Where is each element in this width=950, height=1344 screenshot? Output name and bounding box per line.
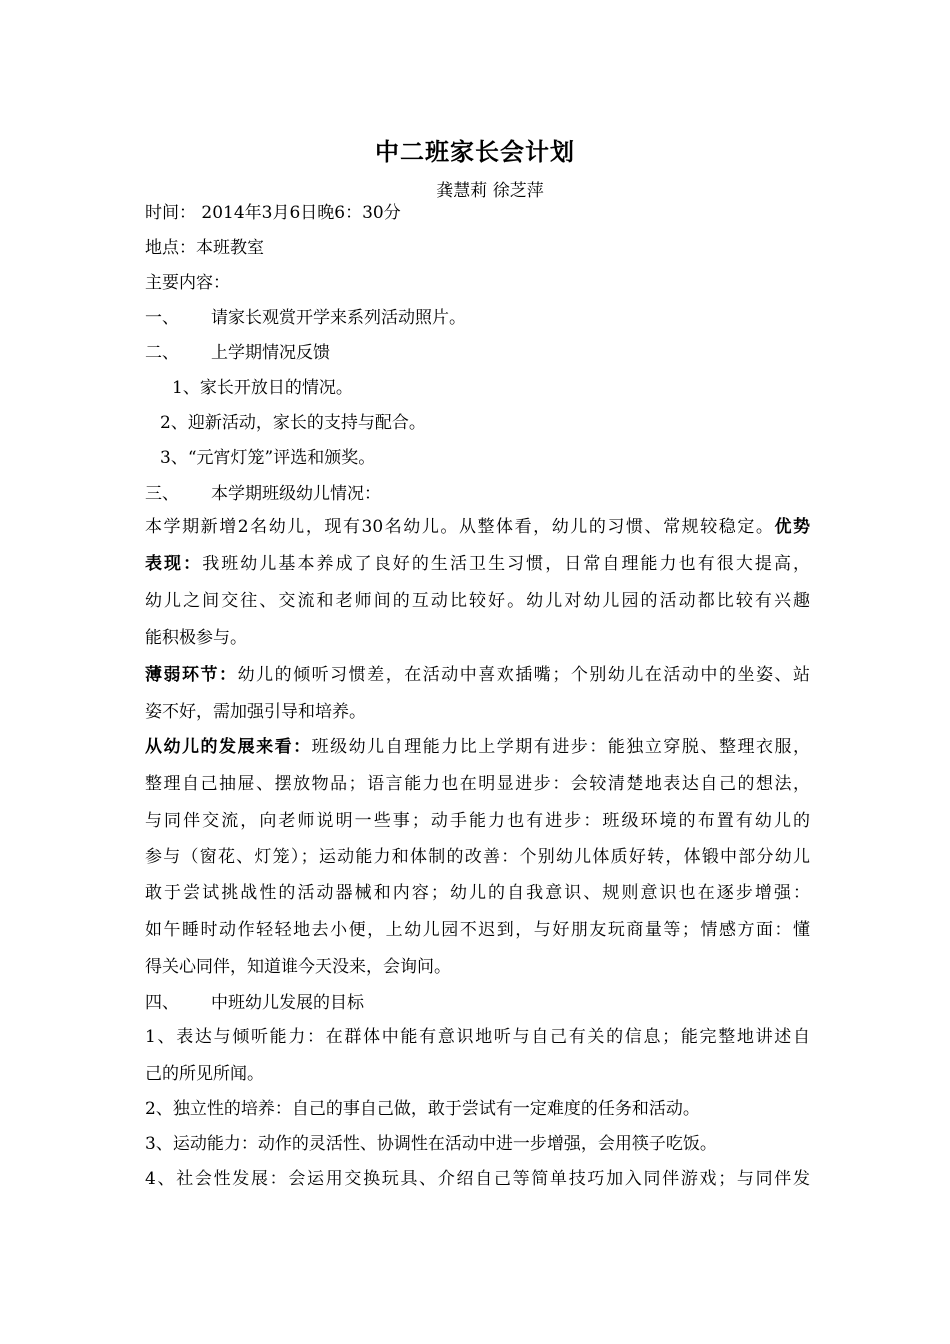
paragraph-line: 能积极参与。 (145, 628, 247, 648)
section-4 (145, 991, 810, 1015)
bold-label: 表现： (145, 554, 203, 574)
paragraph-line: 与同伴交流，向老师说明一些事；动手能力也有进步：班级环境的布置有幼儿的 (145, 811, 810, 831)
list-item: 1、家长开放日的情况。 (172, 378, 353, 398)
bold-label: 从幼儿的发展来看： (145, 737, 312, 757)
section-number: 四、 (145, 993, 179, 1013)
meeting-time: 时间： 2014年3月6日晚6：30分 (145, 203, 401, 223)
paragraph-line: 参与（窗花、灯笼）；运动能力和体制的改善：个别幼儿体质好转，体锻中部分幼儿 (145, 847, 810, 867)
section-text: 上学期情况反馈 (211, 343, 330, 363)
bold-label: 优势 (774, 517, 810, 537)
section-text: 中班幼儿发展的目标 (211, 993, 364, 1013)
section-number: 一、 (145, 308, 179, 328)
main-content-heading: 主要内容： (145, 273, 230, 293)
section-2 (145, 341, 810, 365)
section-text: 请家长观赏开学来系列活动照片。 (211, 308, 466, 328)
paragraph-line: 幼儿之间交往、交流和老师间的互动比较好。幼儿对幼儿园的活动都比较有兴趣 (145, 591, 810, 611)
goal-item: 4、社会性发展：会运用交换玩具、介绍自己等简单技巧加入同伴游戏；与同伴发 (145, 1169, 810, 1189)
section-number: 二、 (145, 343, 179, 363)
goal-item: 1、表达与倾听能力：在群体中能有意识地听与自己有关的信息；能完整地讲述自 (145, 1027, 810, 1047)
paragraph-line: 本学期新增2名幼儿，现有30名幼儿。从整体看，幼儿的习惯、常规较稳定。优势 (145, 517, 810, 537)
paragraph-line: 整理自己抽屉、摆放物品；语言能力也在明显进步：会较清楚地表达自己的想法， (145, 774, 810, 794)
paragraph-line: 得关心同伴，知道谁今天没来，会询问。 (145, 957, 451, 977)
paragraph-line: 姿不好，需加强引导和培养。 (145, 702, 366, 722)
list-item: 3、“元宵灯笼”评选和颁奖。 (160, 448, 376, 468)
goal-item-cont: 己的所见所闻。 (145, 1064, 264, 1084)
section-text: 本学期班级幼儿情况： (211, 484, 381, 504)
page-title: 中二班家长会计划 (375, 137, 575, 166)
paragraph-line: 从幼儿的发展来看：班级幼儿自理能力比上学期有进步：能独立穿脱、整理衣服， (145, 737, 811, 757)
paragraph-line: 敢于尝试挑战性的活动器械和内容；幼儿的自我意识、规则意识也在逐步增强： (145, 883, 810, 903)
paragraph-line: 薄弱环节：幼儿的倾听习惯差，在活动中喜欢插嘴；个别幼儿在活动中的坐姿、站 (145, 665, 811, 685)
authors: 龚慧莉 徐芝萍 (436, 181, 544, 201)
section-3 (145, 482, 810, 506)
paragraph-line: 表现：我班幼儿基本养成了良好的生活卫生习惯，日常自理能力也有很大提高， (145, 554, 811, 574)
paragraph-line: 如午睡时动作轻轻地去小便，上幼儿园不迟到，与好朋友玩商量等；情感方面：懂 (145, 920, 810, 940)
goal-item: 2、独立性的培养：自己的事自己做，敢于尝试有一定难度的任务和活动。 (145, 1099, 700, 1119)
section-1 (145, 306, 810, 330)
bold-label: 薄弱环节： (145, 665, 238, 685)
list-item: 2、迎新活动，家长的支持与配合。 (160, 413, 426, 433)
goal-item: 3、运动能力：动作的灵活性、协调性在活动中进一步增强，会用筷子吃饭。 (145, 1134, 717, 1154)
section-number: 三、 (145, 484, 179, 504)
meeting-place: 地点：本班教室 (145, 238, 264, 258)
